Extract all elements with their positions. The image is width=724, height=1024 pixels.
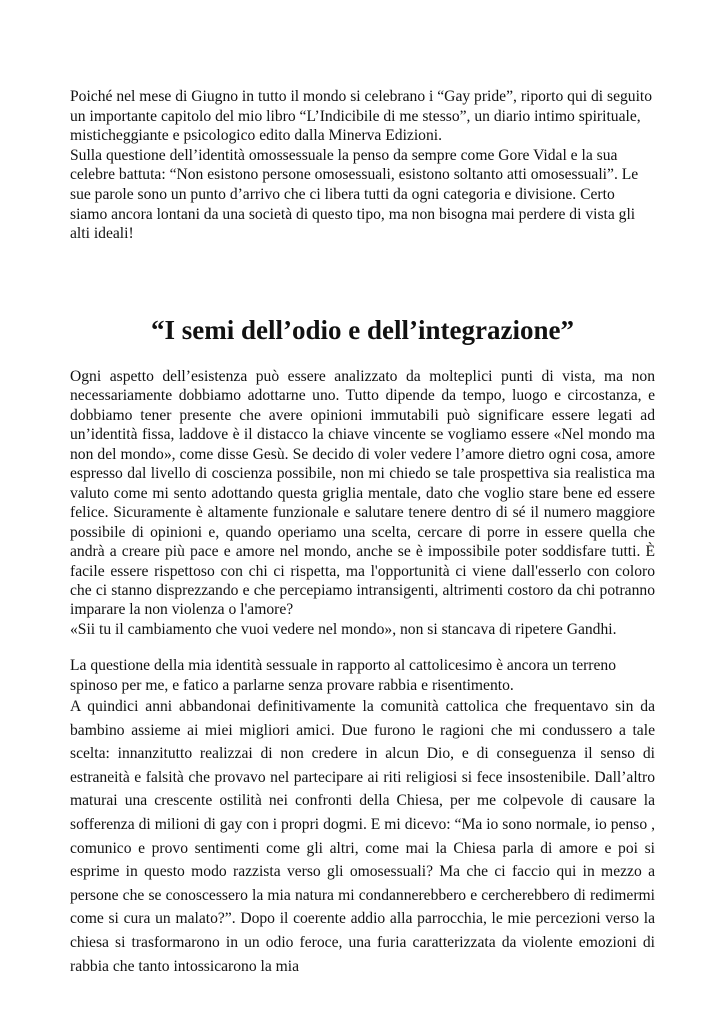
body-paragraph: Ogni aspetto dell’esistenza può essere analizzato da molteplici punti di vista, ma non necessariamente dobbiamo adottarne uno. Tutto dipende da tempo, luogo e circostanza, e dobbiamo tener presente che avere opinioni immutabili può significare essere legati ad un’identità fissa, laddove è il distacco la chiave vincente se vogliamo essere «Nel mondo ma non del mondo», come disse Gesù. Se decido di voler vedere l’amore dietro ogni cosa, amore espresso dal livello di coscienza possibile, non mi chiedo se tale prospettiva sia realistica ma valuto come mi sento adottando questa griglia mentale, dato che voglio stare bene ed essere felice. Sicuramente è altamente funzionale e salutare tenere dentro di sé il numero maggiore possibile di opinioni e, quando operiamo una scelta, cercare di porre in essere quella che andrà a creare più pace e amore nel mondo, anche se è impossibile poter soddisfare tutti. È facile essere rispettoso con chi ci rispetta, ma l'opportunità ci viene dall'esserlo con coloro che ci stanno disprezzando e che percepiamo intransigenti, altrimenti costoro da chi potranno imparare la non violenza o l'amore? <box>70 368 655 619</box>
intro-section <box>70 87 655 244</box>
body-paragraph: La questione della mia identità sessuale in rapporto al cattolicesimo è ancora un terreno spinoso per me, e fatico a parlarne senza provare rabbia e risentimento. <box>70 657 617 694</box>
chapter-body <box>70 367 655 639</box>
intro-paragraph: Sulla questione dell’identità omossessuale la penso da sempre come Gore Vidal e la sua celebre battuta: “Non esistono persone omosessuali, esistono soltanto atti omosessuali”. Le sue parole sono un punto d’arrivo che ci libera tutti da ogni categoria e divisione. Certo siamo ancora lontani da una società di questo tipo, ma non bisogna mai perdere di vista gli alti ideali! <box>70 146 639 243</box>
intro-paragraph: Poiché nel mese di Giugno in tutto il mondo si celebrano i “Gay pride”, riporto qui di seguito un importante capitolo del mio libro “L’Indicibile di me stesso”, un diario intimo spirituale, misticheggiante e psicologico edito dalla Minerva Edizioni. <box>70 88 653 145</box>
chapter-title: “I semi dell’odio e dell’integrazione” <box>151 315 574 345</box>
gandhi-quote-paragraph: «Sii tu il cambiamento che vuoi vedere nel mondo», non si stancava di ripetere Gandhi. <box>70 620 617 638</box>
body-paragraph: A quindici anni abbandonai definitivamente la comunità cattolica che frequentavo sin da bambino assieme ai miei migliori amici. Due furono le ragioni che mi condussero a tale scelta: innanzitutto realizzai di non credere in alcun Dio, e di conseguenza il senso di estraneità e falsità che provavo nel partecipare ai riti religiosi si fece insostenibile. Dall’altro maturai una crescente ostilità nei confronti della Chiesa, per me colpevole di causare la sofferenza di milioni di gay con i propri dogmi. E mi dicevo: “Ma io sono normale, io penso , comunico e provo sentimenti come gli altri, come mai la Chiesa parla di amore e poi si esprime in questo modo razzista verso gli omosessuali? Ma che ci faccio qui in mezzo a persone che se conoscessero la mia natura mi condannerebbero e cercherebbero di redimermi come si cura un malato?”. Dopo il coerente addio alla parrocchia, le mie percezioni verso la chiesa si trasformarono in un odio feroce, una furia caratterizzata da violente emozioni di rabbia che tanto intossicarono la mia <box>70 698 655 975</box>
chapter-body <box>70 656 655 696</box>
chapter-body <box>70 695 655 975</box>
